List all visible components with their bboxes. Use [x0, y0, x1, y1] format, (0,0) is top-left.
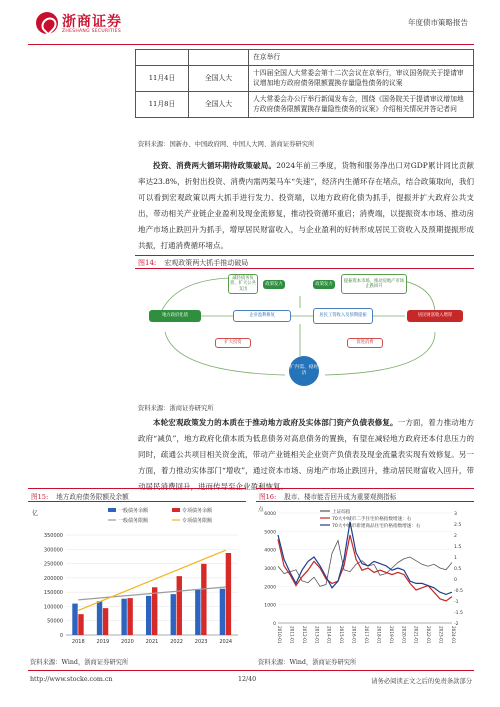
legend-label: 上证综指 [332, 510, 351, 515]
y-right-tick-label: 1 [454, 556, 457, 561]
circle-expand-demand: 扩内需、稳经济 [289, 356, 319, 386]
x-tick-label: 2021 [145, 639, 159, 645]
chart-debt-limits [28, 505, 246, 655]
y-left-tick-label: 5000 [264, 530, 276, 536]
y-left-tick-label: 6000 [264, 512, 276, 517]
bar-special-debt [103, 608, 108, 635]
y-axis-unit: 点 [258, 507, 264, 513]
y-left-tick-label: 0 [273, 622, 276, 627]
x-tick-label: 2023 [194, 639, 208, 645]
legend-label: 一般债务余额 [118, 508, 149, 514]
paragraph-body: 一方面，着力推动地方政府“减负”，地方政府化债本质为低息债务对高息债务的置换，有望在减轻地方政府还本付息压力的同时，疏通公共项目相关资金流，带动产业链相关企业资产负债表及现金流量表实现有效修复。另一方面，着力推动实体部门“增收”，通过资本市场、房地产市场止跌回升，推动居民财富收入回升，带动居民消费回升，进而传导至企业盈利恢复。 [138, 418, 475, 491]
y-left-tick-label: 3000 [264, 567, 276, 572]
bar-general-debt [97, 601, 102, 635]
events-table [135, 49, 474, 118]
paragraph-balance-sheet [138, 415, 474, 495]
y-axis-unit: 亿 [32, 510, 39, 517]
figure-title-text: 宏观政策两大抓手推动破局 [164, 259, 249, 267]
bar-general-debt [220, 589, 225, 635]
y-tick-label: 200000 [43, 575, 63, 582]
x-tick-label: 2021-01 [413, 626, 419, 644]
box-expand-invest: 扩大投资 [215, 338, 251, 348]
table-cell-org: 全国人大 [189, 65, 249, 91]
logo-icon [36, 12, 58, 34]
page-number: 12/40 [238, 676, 257, 683]
table-cell-org: 全国人大 [189, 91, 249, 117]
table-cell-event: 十四届全国人大常委会第十二次会议在京举行，审议国务院关于提请审议增加地方政府债务限额置换存量隐性债务的议案 [249, 65, 474, 91]
x-tick-label: 2022-01 [426, 626, 432, 644]
figure-number: 图16: [259, 493, 277, 501]
x-tick-label: 2018 [71, 639, 85, 645]
box-resident-income: 居民工资收入及预期提振 [313, 308, 373, 324]
figure-number: 图15: [31, 493, 49, 501]
footer-url[interactable]: http://www.stocke.com.cn [30, 676, 113, 683]
x-tick-label: 2015-01 [339, 626, 345, 644]
bar-special-debt [177, 576, 182, 635]
box-boost-markets: 提振资本市场，推动房地产市场止跌回升 [341, 274, 407, 294]
y-right-tick-label: 0.5 [454, 567, 462, 572]
box-policy-left: 政策发力 [263, 280, 285, 289]
x-tick-label: 2019-01 [388, 626, 394, 644]
paragraph-lead: 投资、消费两大循环期待政策破局。 [153, 161, 277, 170]
box-boost-consume: 促进消费 [347, 338, 383, 348]
company-name-en: ZHESHANG SECURITIES [62, 29, 121, 34]
figure-title-text: 地方政府债务限额及余额 [56, 493, 129, 501]
y-right-tick-label: 0 [454, 578, 457, 583]
y-tick-label: 300000 [43, 547, 63, 554]
legend-label: 一般债务限额 [118, 518, 149, 524]
footer-divider [28, 670, 474, 671]
bar-special-debt [201, 564, 206, 635]
legend-swatch [108, 508, 116, 512]
figure-16-title [256, 488, 474, 502]
y-tick-label: 0 [59, 633, 63, 639]
bar-special-debt [226, 553, 231, 635]
legend-swatch [172, 508, 180, 512]
box-reduce-debt: 减轻债务负担，扩大公共支出 [228, 274, 258, 294]
bar-general-debt [121, 599, 126, 635]
y-tick-label: 150000 [43, 590, 63, 597]
y-tick-label: 250000 [43, 561, 63, 568]
table-row [136, 50, 474, 66]
figure-16-source: 资料来源：Wind，浙商证券研究所 [258, 659, 357, 666]
company-name: 浙商证券 [62, 14, 122, 30]
x-tick-label: 2022 [170, 639, 183, 645]
x-tick-label: 2013-01 [314, 626, 320, 644]
x-tick-label: 2010-01 [277, 626, 282, 644]
y-right-tick-label: -1 [454, 600, 459, 605]
x-tick-label: 2017-01 [364, 626, 369, 644]
y-right-tick-label: -1.5 [454, 611, 463, 616]
y-right-tick-label: -0.5 [454, 589, 463, 594]
x-tick-label: 2014-01 [326, 626, 332, 644]
table-row [136, 65, 474, 91]
box-resident-wealth: 居民财富收入增厚 [407, 310, 463, 322]
paragraph-investment-consumption [138, 158, 474, 254]
x-tick-label: 2023-01 [438, 626, 444, 644]
legend-label: 专项债务限额 [182, 518, 213, 524]
x-tick-label: 2018-01 [376, 626, 382, 644]
box-local-gov-debt: 地方政府化债 [149, 310, 201, 322]
y-right-tick-label: 3 [454, 512, 457, 517]
bar-general-debt [72, 604, 77, 635]
table-row [136, 91, 474, 117]
chart-stock-housing [256, 505, 474, 655]
series-line-0 [278, 541, 452, 587]
table-cell-date: 11月8日 [136, 91, 189, 117]
y-left-tick-label: 1000 [264, 603, 276, 609]
y-tick-label: 50000 [47, 618, 63, 625]
x-tick-label: 2020-01 [401, 626, 407, 644]
figure-14-source: 资料来源：浙商证券研究所 [138, 405, 214, 412]
table-cell-event: 在京举行 [249, 50, 474, 66]
figure-number: 图14: [138, 259, 157, 267]
x-tick-label: 2019 [96, 639, 110, 645]
y-right-tick-label: -2 [454, 622, 459, 627]
figure-title-text: 股市、楼市能否回升成为重要观测指标 [284, 493, 397, 501]
y-right-tick-label: 2.5 [454, 523, 462, 528]
table-source-note: 资料来源：国新办、中国政府网、中国人大网、浙商证券研究所 [138, 141, 315, 148]
box-policy-right: 政策发力 [313, 280, 335, 289]
series-line-2 [278, 522, 452, 595]
y-right-tick-label: 1.5 [454, 545, 462, 550]
footer-disclaimer: 请务必阅读正文之后的免责条款部分 [371, 678, 472, 685]
y-tick-label: 100000 [43, 604, 63, 611]
bar-special-debt [152, 587, 157, 635]
x-tick-label: 2012-01 [301, 626, 307, 644]
table-cell-date: 11月4日 [136, 65, 189, 91]
bar-general-debt [195, 590, 200, 635]
y-tick-label: 350000 [43, 533, 63, 539]
y-left-tick-label: 4000 [264, 548, 276, 554]
figure-14-title [135, 255, 474, 269]
header-divider [28, 44, 474, 45]
table-cell-event: 人大常委会办公厅举行新闻发布会，围绕《国务院关于提请审议增加地方政府债务限额置换存量隐性债务的议案》介绍相关情况并答记者问 [249, 91, 474, 117]
bar-special-debt [127, 598, 132, 635]
x-tick-label: 2020 [121, 639, 134, 645]
bar-general-debt [171, 594, 176, 635]
bar-special-debt [78, 614, 83, 635]
policy-diagram [135, 272, 474, 397]
legend-label: 专项债务余额 [182, 508, 213, 514]
bar-general-debt [146, 596, 151, 635]
table-cell-date [136, 50, 189, 66]
figure-15-source: 资料来源：Wind，浙商证券研究所 [30, 659, 129, 666]
x-tick-label: 2011-01 [289, 626, 295, 644]
x-tick-label: 2024 [219, 639, 233, 645]
y-right-tick-label: 2 [454, 534, 457, 539]
document-type: 年度债市策略报告 [408, 18, 468, 27]
x-tick-label: 2016-01 [351, 626, 357, 644]
paragraph-lead: 本轮宏观政策发力的本质在于推动地方政府及实体部门资产负债表修复。 [153, 418, 398, 427]
legend-label: 70大中城市新建商品住宅价格指数增速：右 [332, 524, 421, 529]
legend-label: 70大中城市二手住宅价格指数增速：右 [332, 517, 412, 522]
page-header [0, 0, 500, 44]
figure-15-title [28, 488, 246, 502]
paragraph-body: 2024年前三季度，货物和服务净出口对GDP累计同比贡献率达23.8%，折射出投资、消费内需两架马车“失速”，经济内生循环存在堵点，结合政策取向，我们可以看到宏观政策以两大抓手进行发力、投资端，以地方政府化债为抓手，提振并扩大政府公共支出，带动相关产业链企业盈利及现金流修复，推动投资循环重启；消费端，以提振资本市场、推动房地产市场止跌回升为抓手，增厚居民财富收入，与企业盈利的好转形成居民工资收入及预期提振形成共振，打通消费循环堵点。 [138, 161, 475, 250]
table-cell-org [189, 50, 249, 66]
x-tick-label: 2024-01 [451, 626, 456, 644]
y-left-tick-label: 2000 [264, 585, 276, 591]
box-corp-profit: 企业盈利修复 [233, 310, 291, 322]
